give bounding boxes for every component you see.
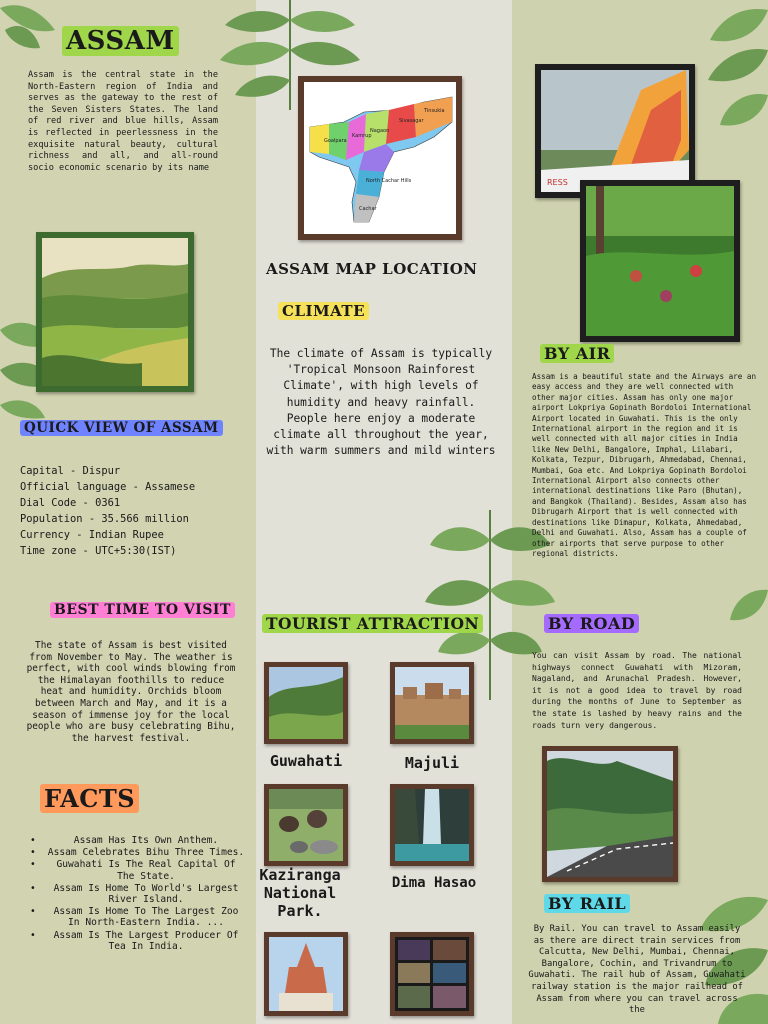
svg-text:North Cachar Hills: North Cachar Hills [366,178,412,184]
by-road-text: You can visit Assam by road. The national highways connect Guwahati with Mizoram, Nagaland, and Arunachal Pradesh. However, it is not a good idea to travel by road during the months of June to September as the state is lashed by heavy rains and the roads turn very dangerous. [532,651,742,730]
by-road-title: BY ROAD [544,614,639,633]
by-air-text: Assam is a beautiful state and the Airways are an easy access and they are well connected with other major cities. Assam has only one major airport Lokpriya Gopinath Bordoloi International Airport located in Guwahati. This is the only International airport in the region and it is well connected with all major cities in India like New Delhi, Bangalore, Imphal, Lilabari, Kolkata, Tezpur, Dibrugarh, Ahmedabad, Chennai, Mumbai, Goa etc. And Lokpriya Gopinath Bordoloi International Airport also connects other international destinations like Paro (Bhutan), and Bangkok (Thailand). Besides, Assam also has Dibrugarh Airport that is well connected with destinations like Dimapur, Kolkata, Ahmedabad, Delhi and Guwahati. Also, Assam has a couple of other airports that serve purpose to other regional districts. [532,372,757,558]
svg-text:Cachar: Cachar [359,206,377,212]
quick-view-item: Dial Code - 0361 [20,497,121,509]
by-rail-title: BY RAIL [544,894,630,913]
svg-text:Kamrup: Kamrup [352,133,372,139]
by-rail-text: By Rail. You can travel to Assam easily as there are direct train services from Calcutta, New Delhi, Mumbai, Chennai, Bangalore, Cochin, and Trivandrum to Guwahati. The rail hub of Assam, Guwahati railway station is the major railhead of Assam from where you can travel across the [528,924,746,1016]
map-title: ASSAM MAP LOCATION [266,260,478,278]
leaf-decoration-icon [728,580,768,640]
tourist-title: TOURIST ATTRACTION [262,614,483,633]
quick-view-item: Population - 35.566 million [20,513,189,525]
mountain-road-photo [542,746,678,882]
dima-hasao-caption: Dima Hasao [391,875,477,891]
assam-title: ASSAM [62,26,179,56]
best-time-text: The state of Assam is best visited from November to May. The weather is perfect, with cool winds blowing from the Himalayan foothills to reduce heat and humidity. Orchids bloom between March and May, and it is a season of immense joy for the local people who are busy celebrating Bihu, the harvest festival. [26,640,236,744]
quick-view-item: Capital - Dispur [20,465,121,477]
guwahati-caption: Guwahati [269,752,343,770]
airplane-photo [535,64,695,198]
fact-item: • Assam Celebrates Bihu Three Times. [28,847,246,858]
svg-text:Goalpara: Goalpara [324,138,347,144]
quick-view-item: Currency - Indian Rupee [20,529,164,541]
fact-item: • Assam Is Home To World's Largest River Island. [28,883,246,905]
svg-text:Tinsukia: Tinsukia [424,108,445,114]
assam-map-image [298,76,462,240]
guwahati-photo[interactable] [264,662,348,744]
dima-hasao-photo[interactable] [390,784,474,866]
svg-text:RESS: RESS [547,178,568,187]
facts-list [28,835,246,953]
climate-title: CLIMATE [278,302,369,320]
fact-item: • Guwahati Is The Real Capital Of The State. [28,859,246,881]
fact-item: • Assam Has Its Own Anthem. [28,835,246,846]
best-time-title: BEST TIME TO VISIT [50,602,235,618]
majuli-caption: Majuli [404,754,460,772]
quick-view-item: Time zone - UTC+5:30(IST) [20,545,177,557]
collage-photo[interactable] [390,932,474,1016]
rice-terraces-photo [36,232,194,392]
quick-view-title: QUICK VIEW OF ASSAM [20,420,223,436]
svg-text:Nagaon: Nagaon [370,128,390,134]
quick-view-list [20,463,240,559]
by-air-title: BY AIR [540,344,614,363]
kaziranga-photo[interactable] [264,784,348,866]
majuli-photo[interactable] [390,662,474,744]
assam-intro: Assam is the central state in the North-Eastern region of India and serves as the gateway to the rest of the Seven Sisters States. The land of red river and blue hills, Assam is reflected in peerlessness in the exquisite natural beauty, cultural richness and all, and all-round socio economic scenario by its name [28,70,218,173]
leaf-decoration-icon [0,0,60,50]
fact-item: • Assam Is The Largest Producer Of Tea In India. [28,930,246,952]
quick-view-item: Official language - Assamese [20,481,196,493]
temple-photo[interactable] [264,932,348,1016]
fact-item: • Assam Is Home To The Largest Zoo In North-Eastern India. ... [28,906,246,928]
kaziranga-caption: Kaziranga National Park. [259,866,341,920]
tea-garden-photo [580,180,740,342]
facts-title: FACTS [40,784,139,813]
climate-text: The climate of Assam is typically 'Tropical Monsoon Rainforest Climate', with high levels of humidity and heavy rainfall. People here enjoy a moderate climate all throughout the year, with warm summers and mild winters [266,347,496,458]
svg-text:Sivasagar: Sivasagar [399,118,424,124]
